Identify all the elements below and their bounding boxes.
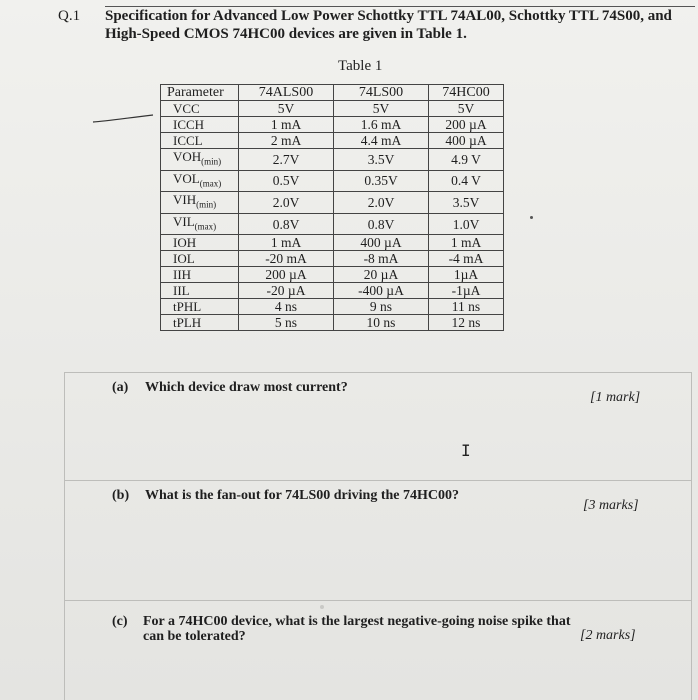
table-header-row	[161, 85, 504, 101]
header-parameter: Parameter	[161, 85, 239, 101]
cell-74als00: 2 mA	[239, 133, 334, 149]
cell-74ls00: 5V	[334, 101, 429, 117]
parameter-symbol: VIL	[173, 213, 195, 229]
part-c-label: (c)	[112, 614, 128, 629]
question-number: Q.1	[58, 8, 81, 24]
parameter-symbol: IOL	[173, 251, 195, 267]
cell-74als00: 200 µA	[239, 267, 334, 283]
table-row	[161, 149, 504, 171]
table-row	[161, 101, 504, 117]
parameter-symbol: VCC	[173, 101, 200, 116]
part-b-label: (b)	[112, 488, 130, 503]
cell-74als00: 2.7V	[239, 149, 334, 171]
part-b-marks: [3 marks]	[583, 498, 639, 513]
cell-74als00: 1 mA	[239, 117, 334, 133]
cell-parameter	[161, 213, 239, 235]
cell-74ls00: 10 ns	[334, 315, 429, 331]
parameter-qualifier: (min)	[201, 156, 222, 167]
cell-74ls00: -400 µA	[334, 283, 429, 299]
cell-74ls00: 0.8V	[334, 213, 429, 235]
cell-74hc00: 1µA	[429, 267, 504, 283]
cell-74hc00: 400 µA	[429, 133, 504, 149]
table-row	[161, 267, 504, 283]
parameter-symbol: tPLH	[173, 315, 202, 331]
header-74als00: 74ALS00	[239, 85, 334, 101]
cell-74als00: -20 mA	[239, 251, 334, 267]
part-b-text: What is the fan-out for 74LS00 driving the 74HC00?	[145, 488, 459, 503]
cell-74ls00: 1.6 mA	[334, 117, 429, 133]
cell-parameter	[161, 267, 239, 283]
answer-divider-a	[64, 480, 692, 481]
parameter-symbol: VOL	[173, 170, 200, 186]
cell-74als00: -20 µA	[239, 283, 334, 299]
part-c-text: For a 74HC00 device, what is the largest negative-going noise spike that can be tolerated?	[143, 614, 571, 644]
part-a-marks: [1 mark]	[590, 390, 641, 405]
table-row	[161, 170, 504, 192]
cell-74hc00: 12 ns	[429, 315, 504, 331]
parameter-qualifier: (max)	[194, 221, 217, 232]
cell-parameter	[161, 133, 239, 149]
cell-74als00: 5V	[239, 101, 334, 117]
parameter-symbol: tPHL	[173, 299, 202, 315]
table-row	[161, 117, 504, 133]
cell-74hc00: 1 mA	[429, 235, 504, 251]
cell-parameter	[161, 170, 239, 192]
pen-mark-icon	[92, 114, 154, 124]
cell-74ls00: -8 mA	[334, 251, 429, 267]
cell-74hc00: 1.0V	[429, 213, 504, 235]
answer-frame-right	[691, 372, 692, 700]
cell-74ls00: 2.0V	[334, 192, 429, 214]
table-body	[161, 101, 504, 331]
cell-74als00: 2.0V	[239, 192, 334, 214]
ink-dot	[530, 216, 533, 219]
parameter-symbol: IIL	[173, 283, 190, 299]
cell-74als00: 4 ns	[239, 299, 334, 315]
parameter-qualifier: (max)	[199, 178, 222, 189]
cell-74hc00: 4.9 V	[429, 149, 504, 171]
cell-parameter	[161, 251, 239, 267]
cell-74als00: 0.8V	[239, 213, 334, 235]
question-intro: Specification for Advanced Low Power Schottky TTL 74AL00, Schottky TTL 74S00, and High-Speed CMOS 74HC00 devices are given in Table 1.	[105, 8, 672, 42]
cell-74hc00: 11 ns	[429, 299, 504, 315]
cell-74ls00: 0.35V	[334, 170, 429, 192]
parameter-symbol: ICCL	[173, 133, 203, 148]
table-row	[161, 213, 504, 235]
table-row	[161, 283, 504, 299]
table-row	[161, 133, 504, 149]
answer-frame-left	[64, 372, 65, 700]
parameter-symbol: ICCH	[173, 117, 205, 132]
header-74hc00: 74HC00	[429, 85, 504, 101]
ink-dot	[320, 605, 324, 609]
cell-74hc00: 3.5V	[429, 192, 504, 214]
cell-parameter	[161, 315, 239, 331]
table-row	[161, 235, 504, 251]
part-a-text: Which device draw most current?	[145, 380, 348, 395]
cell-parameter	[161, 192, 239, 214]
cell-parameter	[161, 299, 239, 315]
cell-74hc00: 0.4 V	[429, 170, 504, 192]
table-row	[161, 315, 504, 331]
cell-74ls00: 4.4 mA	[334, 133, 429, 149]
cell-74als00: 0.5V	[239, 170, 334, 192]
table-row	[161, 192, 504, 214]
answer-frame-top	[64, 372, 692, 373]
cell-parameter	[161, 117, 239, 133]
header-74ls00: 74LS00	[334, 85, 429, 101]
cell-74hc00: -1µA	[429, 283, 504, 299]
cell-74hc00: 200 µA	[429, 117, 504, 133]
table-row	[161, 299, 504, 315]
cell-74ls00: 400 µA	[334, 235, 429, 251]
cell-74ls00: 9 ns	[334, 299, 429, 315]
parameter-symbol: IIH	[173, 267, 192, 283]
text-cursor-icon: I	[461, 441, 471, 460]
spec-table	[160, 84, 504, 331]
parameter-symbol: VOH	[173, 149, 202, 164]
cell-74ls00: 20 µA	[334, 267, 429, 283]
answer-divider-b	[64, 600, 692, 601]
cell-74hc00: -4 mA	[429, 251, 504, 267]
parameter-symbol: IOH	[173, 235, 197, 251]
cell-parameter	[161, 149, 239, 171]
part-c-marks: [2 marks]	[580, 628, 636, 643]
cell-parameter	[161, 235, 239, 251]
cell-74als00: 1 mA	[239, 235, 334, 251]
cell-parameter	[161, 283, 239, 299]
cell-74ls00: 3.5V	[334, 149, 429, 171]
cell-parameter	[161, 101, 239, 117]
cell-74als00: 5 ns	[239, 315, 334, 331]
table-caption: Table 1	[338, 58, 383, 74]
cell-74hc00: 5V	[429, 101, 504, 117]
table-row	[161, 251, 504, 267]
parameter-symbol: VIH	[173, 192, 197, 208]
parameter-qualifier: (min)	[196, 199, 217, 210]
part-a-label: (a)	[112, 380, 129, 395]
